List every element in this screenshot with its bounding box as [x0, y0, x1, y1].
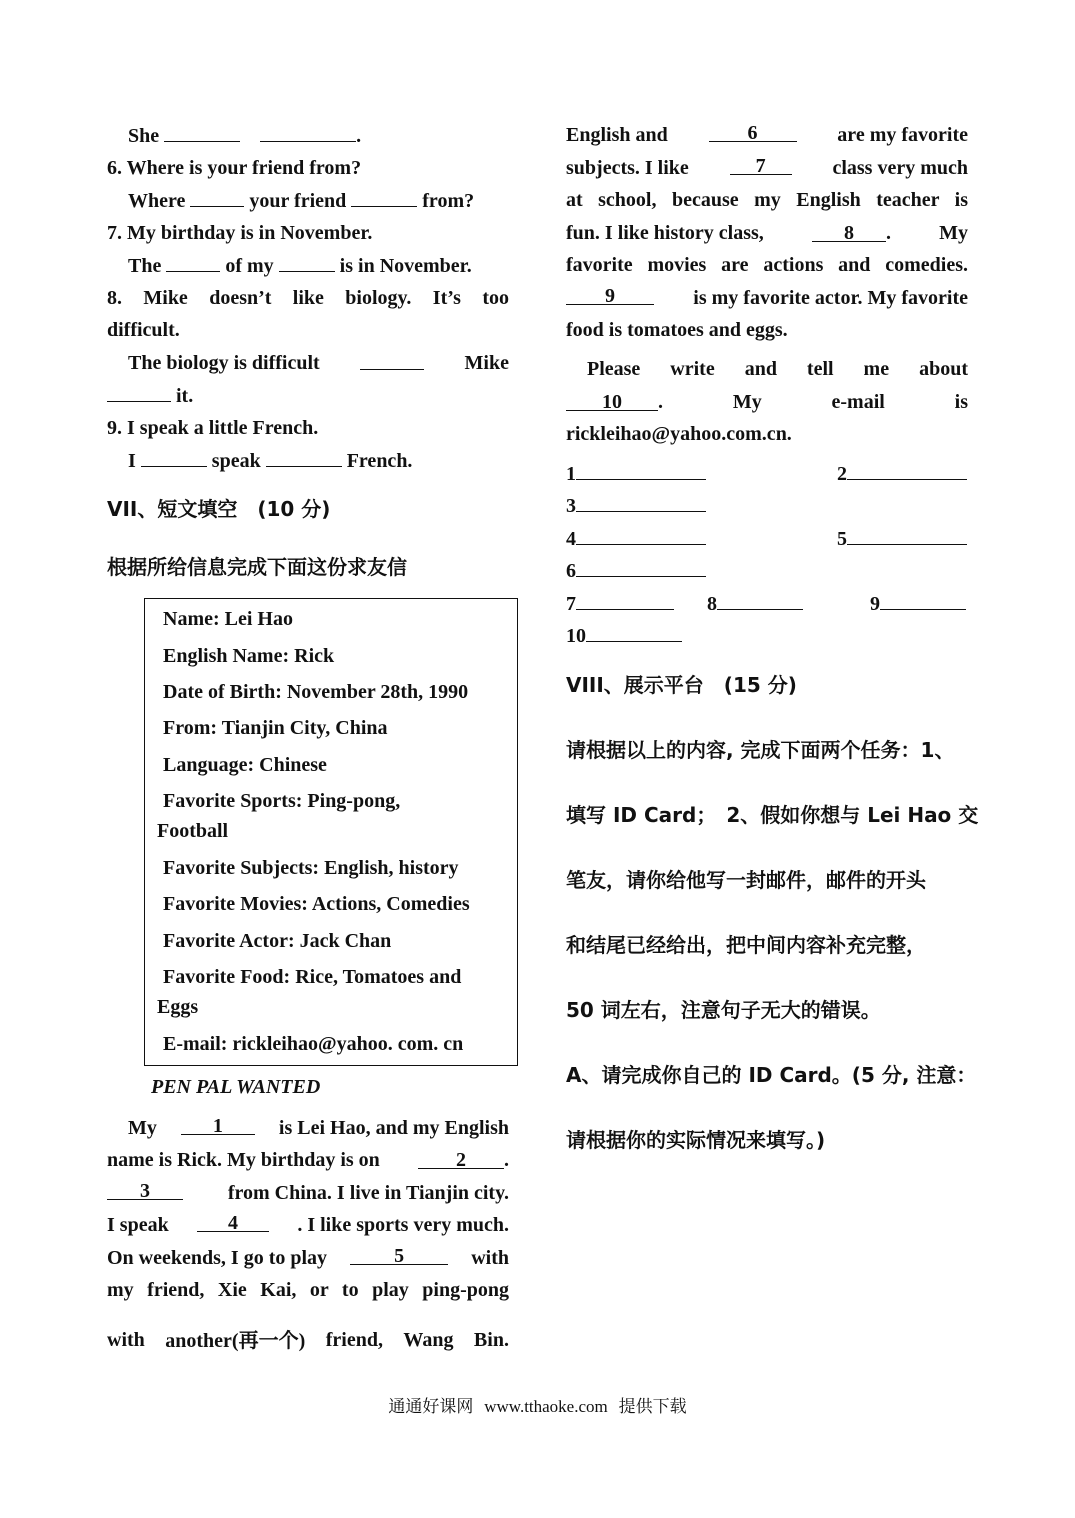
blank-3[interactable]: 3: [566, 493, 706, 518]
answer-line-9: I speak French.: [128, 450, 413, 472]
info-birth: Date of Birth: November 28th, 1990: [163, 681, 469, 703]
passage-line-8: English and 6 are my favorite: [566, 122, 968, 146]
blank-6[interactable]: 6: [566, 558, 706, 583]
passage-line-11: fun. I like history class, 8 . My: [566, 222, 968, 244]
section-8-heading: VIII、展示平台 (15 分): [566, 673, 797, 697]
footer-site-name: 通通好课网: [388, 1397, 474, 1417]
footer-url[interactable]: www.tthaoke.com: [484, 1397, 608, 1416]
passage-line-6: my friend, Xie Kai, or to play ping-pong: [107, 1279, 509, 1301]
info-english-name: English Name: Rick: [163, 645, 335, 667]
blank-7[interactable]: 7: [566, 591, 674, 616]
question-6: 6. Where is your friend from?: [107, 157, 362, 179]
passage-line-10: at school, because my English teacher is: [566, 189, 968, 211]
question-8-cont: difficult.: [107, 319, 180, 341]
question-8: 8. Mike doesn’t like biology. It’s too: [107, 287, 509, 309]
info-from: From: Tianjin City, China: [163, 717, 388, 739]
blank-9[interactable]: 9: [870, 591, 966, 616]
passage-line-7: with another(再一个) friend, Wang Bin.: [107, 1328, 509, 1352]
blank-1[interactable]: 1: [566, 461, 706, 486]
passage-line-5: On weekends, I go to play 5 with: [107, 1245, 509, 1269]
question-9: 9. I speak a little French.: [107, 417, 319, 439]
footer-download: 提供下载: [618, 1397, 687, 1417]
passage-line-9: subjects. I like 7 class very much: [566, 155, 968, 179]
pen-pal-title: PEN PAL WANTED: [151, 1076, 321, 1098]
info-food: Favorite Food: Rice, Tomatoes and: [163, 966, 462, 988]
info-sports: Favorite Sports: Ping-pong,: [163, 790, 401, 812]
passage-line-1: My 1 is Lei Hao, and my English: [128, 1115, 509, 1139]
info-subjects: Favorite Subjects: English, history: [163, 857, 459, 879]
task-line-7: 请根据你的实际情况来填写。): [566, 1128, 826, 1152]
info-actor: Favorite Actor: Jack Chan: [163, 930, 392, 952]
answer-line-8: The biology is difficult Mike: [128, 352, 509, 374]
info-sports-cont: Football: [157, 820, 229, 842]
info-food-cont: Eggs: [157, 996, 199, 1018]
info-email: E-mail: rickleihao@yahoo. com. cn: [163, 1033, 464, 1055]
blank-2[interactable]: 2: [837, 461, 967, 486]
blank-10[interactable]: 10: [566, 623, 682, 648]
info-language: Language: Chinese: [163, 754, 327, 776]
task-line-5: 50 词左右，注意句子无大的错误。: [566, 998, 881, 1022]
task-line-6: A、请完成你自己的 ID Card。(5 分, 注意：: [566, 1063, 977, 1087]
question-7: 7. My birthday is in November.: [107, 222, 373, 244]
passage-line-4: I speak 4 . I like sports very much.: [107, 1212, 509, 1236]
task-line-2: 填写 ID Card； 2、假如你想与 Lei Hao 交: [566, 803, 979, 827]
answer-line-5: She .: [128, 125, 362, 147]
task-line-1: 请根据以上的内容, 完成下面两个任务：1、: [566, 738, 955, 762]
page-footer: [0, 1392, 1075, 1417]
blank-4[interactable]: 4: [566, 526, 706, 551]
passage-line-17: rickleihao@yahoo.com.cn.: [566, 423, 792, 445]
answer-line-7: The of my is in November.: [128, 255, 472, 277]
passage-line-13: 9 is my favorite actor. My favorite: [566, 286, 968, 310]
blank-8[interactable]: 8: [707, 591, 803, 616]
passage-line-3: 3 from China. I live in Tianjin city.: [107, 1181, 509, 1205]
answer-line-6: Where your friend from?: [128, 190, 475, 212]
section-7-instruction: 根据所给信息完成下面这份求友信: [107, 555, 407, 579]
section-7-heading: VII、短文填空 (10 分): [107, 497, 331, 521]
passage-line-2: name is Rick. My birthday is on 2 .: [107, 1149, 509, 1171]
blank-5[interactable]: 5: [837, 526, 967, 551]
info-movies: Favorite Movies: Actions, Comedies: [163, 893, 470, 915]
passage-line-15: Please write and tell me about: [587, 358, 968, 380]
passage-line-12: favorite movies are actions and comedies.: [566, 254, 968, 276]
info-name: Name: Lei Hao: [163, 608, 293, 630]
answer-line-8-cont: it.: [107, 383, 509, 408]
passage-line-14: food is tomatoes and eggs.: [566, 319, 788, 341]
info-card: [144, 598, 518, 1066]
task-line-4: 和结尾已经给出，把中间内容补充完整，: [566, 933, 926, 957]
task-line-3: 笔友，请你给他写一封邮件，邮件的开头: [566, 868, 926, 892]
passage-line-16: 10 . My e-mail is: [566, 390, 968, 414]
